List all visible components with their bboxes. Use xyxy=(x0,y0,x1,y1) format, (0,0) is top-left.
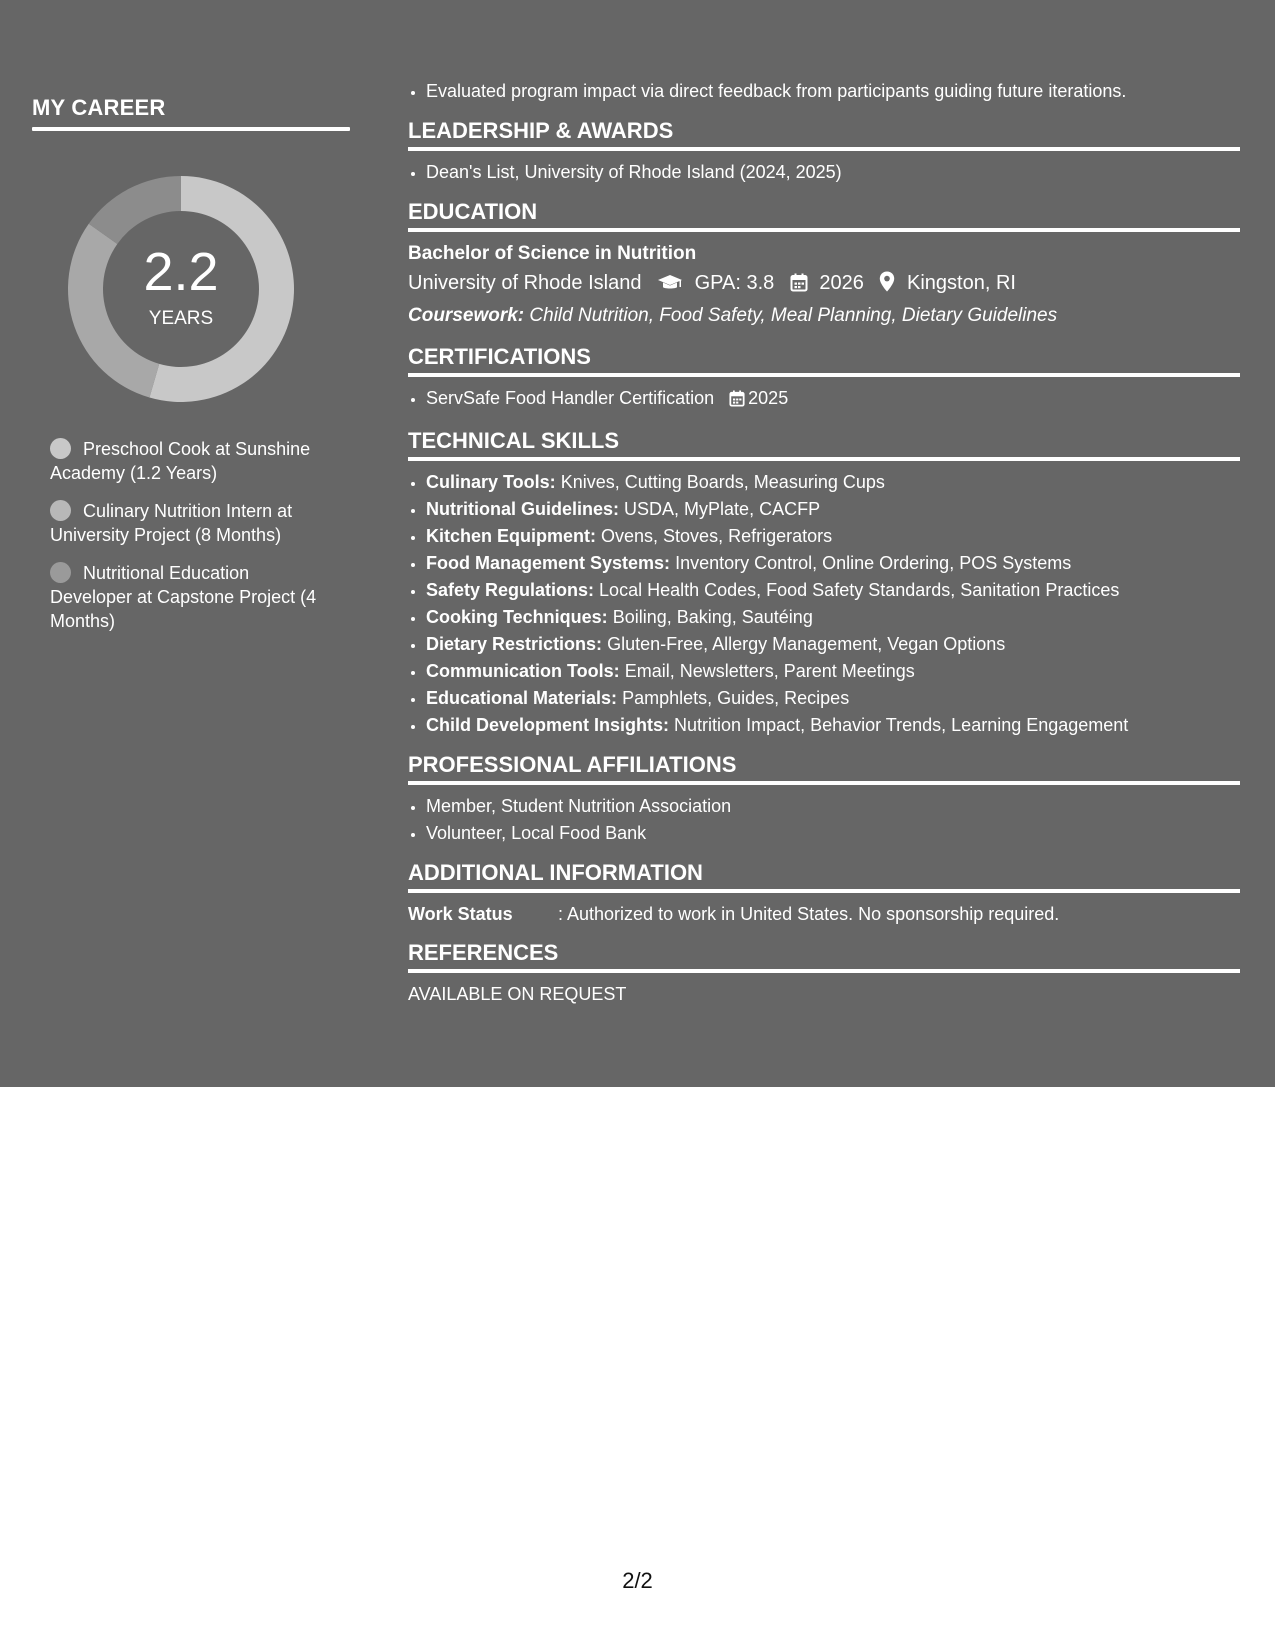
donut-center xyxy=(67,175,295,403)
skill-value: Ovens, Stoves, Refrigerators xyxy=(601,526,833,546)
map-pin-icon xyxy=(879,271,895,301)
skill-value: Local Health Codes, Food Safety Standards, Sanitation Practices xyxy=(599,580,1120,600)
section-title-affiliations: PROFESSIONAL AFFILIATIONS xyxy=(408,752,737,777)
calendar-icon xyxy=(790,271,808,301)
certification-name: ServSafe Food Handler Certification xyxy=(426,388,715,408)
section-title-additional: ADDITIONAL INFORMATION xyxy=(408,860,703,885)
certifications-section xyxy=(408,343,1240,415)
skill-item xyxy=(426,577,1240,604)
skill-key: Safety Regulations: xyxy=(426,580,595,600)
experience-tail-list xyxy=(408,78,1240,105)
graduation-cap-icon xyxy=(657,271,683,301)
career-item xyxy=(50,499,332,547)
skill-value: Boiling, Baking, Sautéing xyxy=(612,607,813,627)
section-title-references: REFERENCES xyxy=(408,940,559,965)
skill-value: USDA, MyPlate, CACFP xyxy=(624,499,821,519)
skill-item xyxy=(426,469,1240,496)
career-dot-icon xyxy=(50,438,71,459)
career-sidebar xyxy=(32,95,350,631)
skill-value: Inventory Control, Online Ordering, POS Systems xyxy=(675,553,1072,573)
section-rule xyxy=(408,373,1240,377)
leadership-section xyxy=(408,117,1240,186)
affiliations-list xyxy=(408,793,1240,847)
skill-item xyxy=(426,685,1240,712)
affiliation-item: • Volunteer, Local Food Bank xyxy=(426,820,1240,847)
skill-item xyxy=(426,550,1240,577)
skill-item xyxy=(426,604,1240,631)
skill-item xyxy=(426,658,1240,685)
skill-key: Communication Tools: xyxy=(426,661,620,681)
skill-item xyxy=(426,631,1240,658)
education-details xyxy=(408,268,1240,301)
skill-value: Knives, Cutting Boards, Measuring Cups xyxy=(560,472,885,492)
skill-key: Cooking Techniques: xyxy=(426,607,608,627)
affiliations-section xyxy=(408,751,1240,847)
education-year: 2026 xyxy=(819,272,864,294)
education-location: Kingston, RI xyxy=(907,272,1016,294)
coursework-list: Child Nutrition, Food Safety, Meal Planning, Dietary Guidelines xyxy=(529,305,1058,326)
education-section xyxy=(408,198,1240,331)
skill-key: Child Development Insights: xyxy=(426,715,670,735)
references-text: AVAILABLE ON REQUEST xyxy=(408,984,627,1004)
skill-item xyxy=(426,712,1240,739)
section-title-education: EDUCATION xyxy=(408,199,538,224)
skills-list xyxy=(408,469,1240,739)
section-title-leadership: LEADERSHIP & AWARDS xyxy=(408,118,674,143)
calendar-icon xyxy=(729,388,745,415)
resume-main-column xyxy=(408,78,1240,1007)
skill-key: Dietary Restrictions: xyxy=(426,634,603,654)
education-school: University of Rhode Island xyxy=(408,272,642,294)
section-rule xyxy=(408,969,1240,973)
career-item xyxy=(50,437,332,485)
certification-item xyxy=(426,385,1240,415)
career-item-label: Culinary Nutrition Intern at University Project (8 Months) xyxy=(50,501,293,545)
skill-item xyxy=(426,496,1240,523)
section-rule xyxy=(408,457,1240,461)
references-section xyxy=(408,939,1240,1007)
career-total-unit: YEARS xyxy=(148,308,214,329)
career-donut-chart xyxy=(67,175,295,403)
career-dot-icon xyxy=(50,562,71,583)
section-rule xyxy=(408,228,1240,232)
page-number: 2/2 xyxy=(622,1568,653,1593)
section-rule xyxy=(408,781,1240,785)
career-dot-icon xyxy=(50,500,71,521)
work-status-key: Work Status xyxy=(408,904,513,924)
skill-value: Pamphlets, Guides, Recipes xyxy=(622,688,850,708)
skill-value: Nutrition Impact, Behavior Trends, Learning Engagement xyxy=(674,715,1129,735)
experience-bullet: • Evaluated program impact via direct feedback from participants guiding future iterations. xyxy=(426,78,1240,105)
section-title-skills: TECHNICAL SKILLS xyxy=(408,428,620,453)
education-degree: Bachelor of Science in Nutrition xyxy=(408,243,697,264)
certifications-list xyxy=(408,385,1240,415)
work-status-row xyxy=(408,901,1240,927)
skill-key: Educational Materials: xyxy=(426,688,618,708)
education-coursework xyxy=(408,301,1240,331)
affiliation-item: • Member, Student Nutrition Association xyxy=(426,793,1240,820)
skill-value: Email, Newsletters, Parent Meetings xyxy=(624,661,915,681)
skill-value: Gluten-Free, Allergy Management, Vegan Options xyxy=(607,634,1006,654)
section-title-certifications: CERTIFICATIONS xyxy=(408,344,591,369)
additional-info-section xyxy=(408,859,1240,927)
career-list xyxy=(50,437,332,647)
skills-section xyxy=(408,427,1240,739)
career-item-label: Nutritional Education Developer at Capstone Project (4 Months) xyxy=(50,563,317,631)
leadership-item: • Dean's List, University of Rhode Island (2024, 2025) xyxy=(426,159,1240,186)
career-total-value: 2.2 xyxy=(143,242,219,302)
coursework-label: Coursework: xyxy=(408,305,525,326)
education-gpa: GPA: 3.8 xyxy=(694,272,775,294)
section-rule xyxy=(408,889,1240,893)
career-item xyxy=(50,561,332,633)
skill-key: Kitchen Equipment: xyxy=(426,526,596,546)
leadership-list xyxy=(408,159,1240,186)
career-title: MY CAREER xyxy=(32,95,166,120)
skill-key: Food Management Systems: xyxy=(426,553,671,573)
work-status-value: : Authorized to work in United States. No sponsorship required. xyxy=(558,904,1060,924)
certification-year: 2025 xyxy=(748,388,789,408)
skill-item xyxy=(426,523,1240,550)
section-rule xyxy=(408,147,1240,151)
career-title-rule xyxy=(32,127,350,131)
career-item-label: Preschool Cook at Sunshine Academy (1.2 Years) xyxy=(50,439,311,483)
skill-key: Nutritional Guidelines: xyxy=(426,499,620,519)
skill-key: Culinary Tools: xyxy=(426,472,556,492)
